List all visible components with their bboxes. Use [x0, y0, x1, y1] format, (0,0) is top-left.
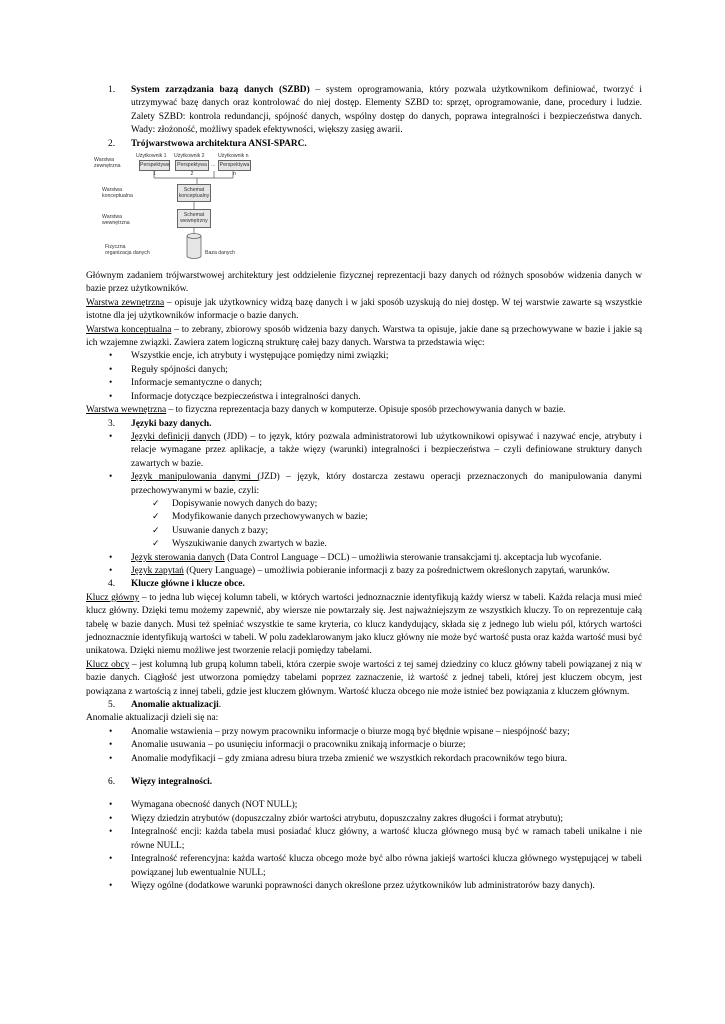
section-number: 6. [108, 777, 116, 788]
architecture-intro: Głównym zadaniem trójwarstwowej architektury jest oddzielenie fizycznej reprezentacji bazy danych od różnych sposobów widzenia danych w bazie przez użytkowników. [86, 271, 642, 295]
user-1-label: Użytkownik 1 [136, 153, 167, 160]
list-item-jmd [86, 471, 642, 498]
list-item: • Reguły spójności danych; [86, 364, 642, 377]
jdd-term: Języki definicji danych [131, 431, 221, 442]
list-item-ql [86, 565, 642, 578]
perspective-n-label: Perspektywa n [219, 162, 250, 178]
list-item: • Wszystkie encje, ich atrybuty i występujące pomiędzy nimi związki; [86, 350, 642, 363]
document-content [86, 84, 642, 893]
primary-key-paragraph [86, 592, 642, 659]
perspective-n-box [218, 160, 251, 178]
list-item: • Więzy ogólne (dodatkowe warunki poprawności danych określone przez użytkowników lub administratorów bazy danych). [86, 880, 642, 893]
list-item: • Informacje semantyczne o danych; [86, 377, 642, 390]
list-item: ✓ Usuwanie danych z bazy; [86, 525, 642, 538]
external-layer-term: Warstwa zewnętrzna [86, 297, 165, 308]
list-item: • Informacje dotyczące bezpieczeństwa i integralności danych. [86, 391, 642, 404]
database-label: Baza danych [205, 250, 235, 257]
jmd-text: JZD) – język, który dostarcza zestawu operacji przeznaczonych do manipulowania danymi przechowywanymi w bazie, czyli: [131, 472, 643, 496]
jmd-term: Język manipulowania danymi ( [131, 472, 261, 483]
perspective-1-box [139, 160, 170, 178]
ansi-sparc-diagram [90, 154, 280, 266]
ellipsis: ... [211, 162, 216, 169]
foreign-key-text: – jest kolumną lub grupą kolumn tabeli, która czerpie swoje wartości z tej samej dziedziny co klucz główny tabeli powiązanej z nią w bazie danych. Ciągłość jest utworzona pomiędzy tabelami poprzez zaznaczenie, iż wartość z jednej tabeli, której jest kluczem obcym, jest powiązana z wartością z innej tabeli, gdzie jest kluczem głównym. Wartość klucza obcego nie może istnieć bez powiązania z kluczem głównym. [86, 659, 642, 697]
external-layer-text: – opisuje jak użytkownicy widzą bazę danych i w jaki sposób uzyskują do niej dostęp. W tej warstwie zawarte są wszystkie istotne dla jej użytkowników informacje o bazie danych. [86, 297, 642, 322]
list-item: • Integralność encji: każda tabela musi posiadać klucz główny, a wartość klucza głównego musą być w ramach tabeli unikalne i nie równe NULL; [86, 826, 642, 853]
section-number: 1. [108, 85, 116, 95]
conceptual-layer-term: Warstwa konceptualna [86, 324, 172, 335]
list-item: • Anomalie wstawienia – przy nowym pracowniku informacje o biurze mogą być błędnie wpisane – niespójność bazy; [86, 726, 642, 739]
conceptual-layer-paragraph [86, 324, 642, 351]
ql-text: (Query Language) – umożliwia pobieranie informacji z bazy za pośrednictwem określonych zapytań, warunków. [183, 565, 610, 576]
list-item-dcl [86, 552, 642, 565]
conceptual-layer-text: – to zebrany, zbiorowy sposób widzenia bazy danych. Warstwa ta opisuje, jakie dane są przechowywane w bazie i jakie są ich wzajemne związki. Zawiera zatem logiczną strukturę całej bazy danych. Warstwa ta przedstawia więc: [86, 324, 643, 349]
anomalies-intro: Anomalie aktualizacji dzieli się na: [86, 713, 219, 724]
internal-layer-term: Warstwa wewnętrzna [86, 405, 167, 416]
section-number: 5. [108, 700, 116, 711]
section-title: Więzy integralności. [131, 777, 213, 788]
internal-schema-label: Schemat wewnętrzny [180, 212, 208, 225]
dcl-term: Język sterowania danych [131, 552, 225, 563]
languages-list [86, 431, 642, 498]
section-1 [86, 84, 642, 138]
section-2-heading [86, 138, 642, 151]
external-layer-paragraph [86, 297, 642, 324]
integrity-constraints-list [86, 799, 642, 893]
internal-schema-box [177, 209, 211, 228]
section-title: Anomalie aktualizacji [131, 700, 219, 711]
perspective-2-label: Perspektywa 2 [177, 162, 207, 178]
conceptual-layer-label: Warstwa konceptualna [102, 187, 133, 200]
internal-layer-label: Warstwa wewnętrzna [102, 214, 130, 227]
primary-key-term: Klucz główny [86, 592, 140, 603]
physical-layer-label: Fizyczna organizacja danych [105, 244, 150, 257]
user-n-label: Użytkownik n [218, 153, 249, 160]
jdd-text: (JDD) – to język, który pozwala administratorowi lub użytkownikowi opisywać i nazywać encje, atrybuty i relacje wymagane przez aplikacje, a także więzy (warunki) integralności i bezpieczeństwa – czyli definiowane struktury danych zawartych w bazie. [131, 431, 642, 469]
section-number: 3. [108, 418, 116, 429]
conceptual-schema-box [177, 184, 211, 202]
foreign-key-term: Klucz obcy [86, 659, 130, 670]
section-6-heading [86, 776, 642, 789]
languages-list-2 [86, 552, 642, 579]
list-item-jdd [86, 431, 642, 471]
conceptual-schema-label: Schemat konceptualny [178, 187, 210, 200]
section-title: Klucze główne i klucze obce. [131, 579, 245, 590]
list-item: ✓ Dopisywanie nowych danych do bazy; [86, 498, 642, 511]
conceptual-layer-list [86, 350, 642, 404]
foreign-key-paragraph [86, 659, 642, 699]
perspective-1-label: Perspektywa 1 [140, 162, 170, 178]
list-item: ✓ Wyszukiwanie danych zwartych w bazie. [86, 538, 642, 551]
list-item: • Anomalie usuwania – po usunięciu informacji o pracowniku znikają informacje o biurze; [86, 739, 642, 752]
internal-layer-paragraph [86, 404, 642, 417]
internal-layer-text: – to fizyczna reprezentacja bazy danych w komputerze. Opisuje sposób przechowywania danych w bazie. [166, 405, 566, 416]
list-item: • Wymagana obecność danych (NOT NULL); [86, 799, 642, 812]
ql-term: Język zapytań [131, 565, 184, 576]
section-3-heading [86, 418, 642, 431]
section-number: 4. [108, 579, 116, 590]
section-5-heading [86, 699, 642, 712]
section-title: Języki bazy danych. [131, 418, 212, 429]
list-item: • Anomalie modyfikacji – gdy zmiana adresu biura trzeba zmienić we wszystkich rekordach pracowników tego biura. [86, 753, 642, 766]
external-layer-label: Warstwa zewnętrzna [94, 157, 121, 170]
section-title: Trójwarstwowa architektura ANSI-SPARC. [131, 138, 307, 149]
primary-key-text: – to jedna lub więcej kolumn tabeli, w których wartości jednoznacznie identyfikują każdy wiersz w tabeli. Każda relacja musi mieć klucz główny. Dzięki temu możemy zapewnić, aby wiersze nie powtarzały się. Jest najważniejszym ze wszystkich kluczy. To on reprezentuje całą tabelę w bazie danych. Musi też spełniać wszystkie te same kryteria, co klucz kandydujący, składa się z jednego lub wielu pól, których wartości jednoznacznie identyfikują wartości w tabeli. W polu zadeklarowanym jako klucz główny nie może być wartość pusta oraz każda wartość musi być unikatowa. Dzięki niemu możliwe jest tworzenie relacji pomiędzy tabelami. [86, 592, 642, 657]
section-text: – system oprogramowania, który pozwala użytkownikom definiować, tworzyć i utrzymywać bazę danych oraz kontrolować do niej dostęp. Elementy SZBD to: sprzęt, oprogramowanie, dane, procedury i ludzie. Zalety SZBD: kontrola redundancji, spójność danych, wspólny dostęp do danych, poprawa integralności i bezpieczeństwa danych. Wady: złożoność, możliwy spadek efektywności, większy zasięg awarii. [131, 85, 643, 136]
dcl-text: (Data Control Language – DCL) – umożliwia sterowanie transakcjami tj. akceptacja lub wycofanie. [224, 552, 602, 563]
section-4-heading [86, 578, 642, 591]
jmd-operations-list [86, 498, 642, 552]
anomalies-list [86, 726, 642, 766]
user-2-label: Użytkownik 2 [174, 153, 205, 160]
section-title: System zarządzania bazą danych (SZBD) [131, 85, 310, 95]
list-item: • Więzy dziedzin atrybutów (dopuszczalny zbiór wartości atrybutu, dopuszczalny zakres długości i format atrybutu); [86, 813, 642, 826]
perspective-2-box [175, 160, 209, 178]
list-item: • Integralność referencyjna: każda wartość klucza obcego może być albo równa jakiejś wartości klucza głównego występującej w tabeli powiązanej lub ewentualnie NULL; [86, 853, 642, 880]
section-number: 2. [108, 138, 116, 149]
section-title-end: . [218, 700, 222, 711]
list-item: ✓ Modyfikowanie danych przechowywanych w bazie; [86, 511, 642, 524]
